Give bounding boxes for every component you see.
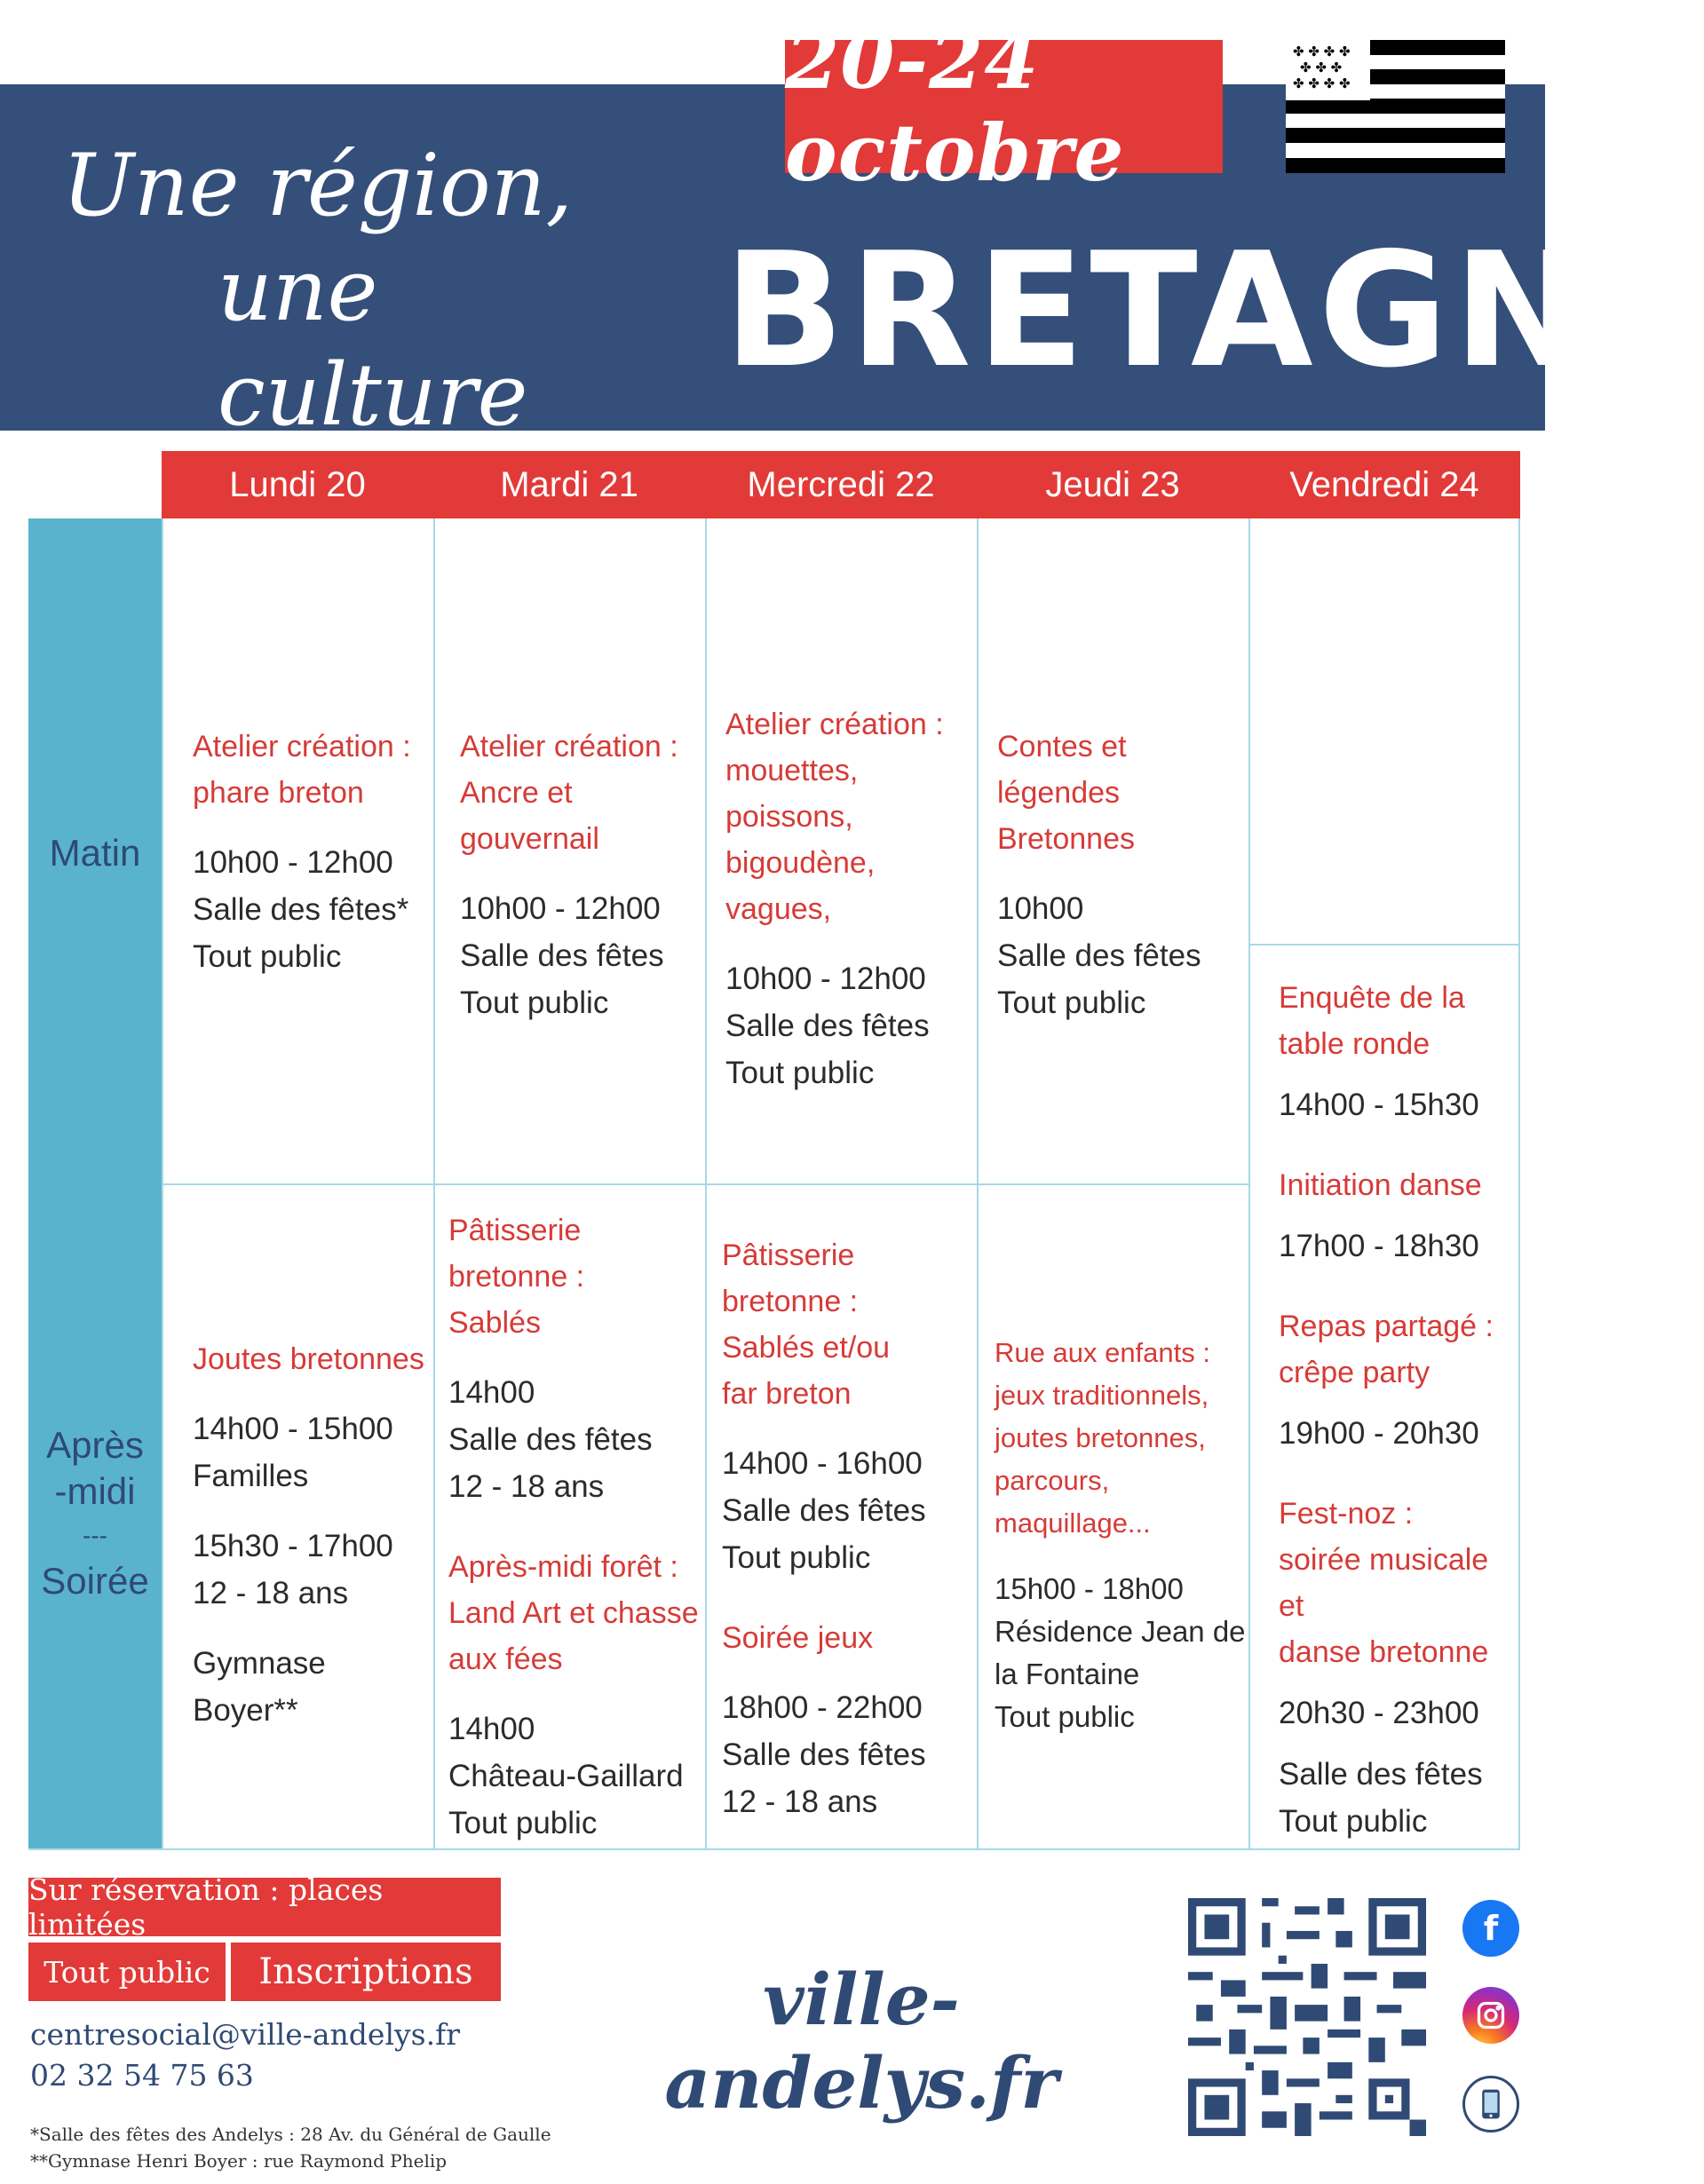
activity-title: Après-midi forêt : xyxy=(448,1550,678,1584)
activity-place: Salle des fêtes xyxy=(725,1009,930,1043)
period-separator: --- xyxy=(83,1522,107,1549)
activity-title: aux fées xyxy=(448,1642,563,1676)
activity-title: Pâtisserie bretonne : xyxy=(722,1238,859,1318)
period-column xyxy=(28,518,162,1850)
activity-title: parcours, maquillage... xyxy=(995,1465,1151,1539)
event-dates: 20-24 octobre xyxy=(785,40,1223,173)
activity-time: 14h00 - 15h00 xyxy=(193,1412,393,1446)
activity-time: 15h30 - 17h00 xyxy=(193,1529,393,1563)
activity-title: Ancre et gouvernail xyxy=(460,776,599,856)
activity-place: Salle des fêtes xyxy=(722,1737,926,1772)
activity-time: 14h00 xyxy=(448,1712,535,1746)
instagram-icon[interactable] xyxy=(1462,1987,1519,2044)
slogan-line-2: une culture xyxy=(218,241,528,445)
activity-place: Salle des fêtes xyxy=(448,1422,653,1457)
activity-audience: Tout public xyxy=(448,1806,598,1840)
period-afternoon xyxy=(28,1422,162,1515)
activity-time: 15h00 - 18h00 xyxy=(995,1572,1184,1605)
activity-title: phare breton xyxy=(193,776,364,810)
region-title: BRETAGNE xyxy=(724,218,1704,402)
activity-title: Atelier création : xyxy=(193,730,411,764)
thursday-morning-activity xyxy=(997,724,1248,1026)
activity-time: 20h30 - 23h00 xyxy=(1279,1696,1479,1730)
activity-place: Gymnase Boyer** xyxy=(193,1646,326,1728)
activity-audience: Tout public xyxy=(193,939,342,974)
activity-time: 18h00 - 22h00 xyxy=(722,1690,923,1725)
grid-line xyxy=(162,1183,1248,1185)
activity-title: Soirée jeux xyxy=(722,1621,874,1655)
period-evening: Soirée xyxy=(41,1560,149,1602)
activity-time: 10h00 - 12h00 xyxy=(460,891,661,926)
slogan-line-1: Une région, xyxy=(62,136,574,235)
day-header-wednesday: Mercredi 22 xyxy=(705,451,977,518)
activity-place: Salle des fêtes xyxy=(1279,1757,1483,1792)
activity-place: Salle des fêtes xyxy=(460,938,664,973)
contact-email[interactable]: centresocial@ville-andelys.fr xyxy=(30,2017,461,2052)
wednesday-afternoon-activities xyxy=(722,1232,977,1825)
activity-audience: 12 - 18 ans xyxy=(193,1576,349,1610)
activity-title: bigoudène, vagues, xyxy=(725,846,876,926)
activity-time: 17h00 - 18h30 xyxy=(1279,1229,1479,1263)
day-header-monday: Lundi 20 xyxy=(162,451,433,518)
activity-title: Sablés xyxy=(448,1306,541,1340)
activity-title: Atelier création : xyxy=(460,730,678,764)
activity-place: Château-Gaillard xyxy=(448,1759,684,1793)
activity-time: 10h00 - 12h00 xyxy=(193,845,393,880)
activity-title: Repas partagé : xyxy=(1279,1310,1494,1343)
reservation-banner: Sur réservation : places limitées xyxy=(28,1878,501,1936)
activity-audience: Tout public xyxy=(460,985,609,1020)
activity-title: Bretonnes xyxy=(997,822,1135,856)
activity-title: joutes bretonnes, xyxy=(995,1422,1206,1453)
activity-place: Résidence Jean de xyxy=(995,1615,1246,1648)
activity-time: 14h00 xyxy=(448,1375,535,1410)
activity-place: Salle des fêtes* xyxy=(193,892,409,927)
website-link[interactable]: ville-andelys.fr xyxy=(664,1958,1058,2125)
monday-afternoon-activity xyxy=(193,1336,432,1734)
activity-audience: 12 - 18 ans xyxy=(722,1784,878,1819)
activity-audience: Tout public xyxy=(997,985,1146,1020)
activity-title: Contes et légendes xyxy=(997,730,1127,810)
audience-badge: Tout public xyxy=(28,1943,226,2001)
activity-title: Joutes bretonnes xyxy=(193,1342,424,1376)
activity-audience: Tout public xyxy=(725,1056,875,1090)
grid-line xyxy=(1248,518,1250,1850)
activity-title: Atelier création : xyxy=(725,708,944,741)
activity-audience: 12 - 18 ans xyxy=(448,1469,605,1504)
phone-icon[interactable] xyxy=(1462,2076,1519,2133)
contact-phone[interactable]: 02 32 54 75 63 xyxy=(30,2058,254,2093)
period-afternoon-label: Après -midi xyxy=(46,1424,144,1512)
activity-title: Pâtisserie bretonne : xyxy=(448,1214,585,1294)
friday-activities xyxy=(1279,975,1518,1845)
tuesday-morning-activity xyxy=(460,724,704,1026)
activity-title: crêpe party xyxy=(1279,1356,1431,1389)
activity-audience: Familles xyxy=(193,1459,309,1493)
activity-title: Sablés et/ou xyxy=(722,1331,891,1365)
activity-title: table ronde xyxy=(1279,1027,1431,1061)
activity-title: Fest-noz : xyxy=(1279,1497,1414,1531)
breton-flag-icon: ✤ ✤ ✤ ✤ ✤ ✤ ✤ ✤ ✤ ✤ ✤ xyxy=(1286,40,1505,173)
activity-title: Rue aux enfants : xyxy=(995,1337,1210,1368)
grid-line xyxy=(1518,518,1520,1850)
activity-title: Land Art et chasse xyxy=(448,1596,699,1630)
footnote-2: **Gymnase Henri Boyer : rue Raymond Phelip xyxy=(30,2150,448,2172)
facebook-icon[interactable]: f xyxy=(1462,1900,1519,1957)
activity-title: danse bretonne xyxy=(1279,1635,1489,1669)
day-header-tuesday: Mardi 21 xyxy=(433,451,705,518)
activity-audience: Tout public xyxy=(1279,1804,1428,1839)
activity-title: soirée musicale et xyxy=(1279,1543,1489,1623)
grid-line xyxy=(28,1848,1520,1850)
activity-time: 14h00 - 15h30 xyxy=(1279,1088,1479,1122)
activity-title: jeux traditionnels, xyxy=(995,1380,1209,1411)
qr-code-icon[interactable] xyxy=(1188,1898,1426,2136)
footnote-1: *Salle des fêtes des Andelys : 28 Av. du Général de Gaulle xyxy=(30,2124,551,2145)
monday-morning-activity xyxy=(193,724,432,980)
activity-title: far breton xyxy=(722,1377,852,1411)
activity-title: Initiation danse xyxy=(1279,1168,1482,1202)
wednesday-morning-activity xyxy=(725,701,976,1096)
slogan xyxy=(62,133,684,447)
activity-time: 19h00 - 20h30 xyxy=(1279,1416,1479,1451)
thursday-afternoon-activity xyxy=(995,1332,1248,1738)
activity-audience: Tout public xyxy=(722,1540,871,1575)
activity-audience: Tout public xyxy=(995,1700,1135,1733)
activity-time: 14h00 - 16h00 xyxy=(722,1446,923,1481)
activity-title: mouettes, poissons, xyxy=(725,754,859,834)
day-header-thursday: Jeudi 23 xyxy=(977,451,1248,518)
activity-title: Enquête de la xyxy=(1279,981,1465,1015)
tuesday-afternoon-activities xyxy=(448,1207,701,1847)
activity-place: Salle des fêtes xyxy=(722,1493,926,1528)
grid-line xyxy=(1248,944,1520,946)
period-morning: Matin xyxy=(49,832,141,874)
activity-place: Salle des fêtes xyxy=(997,938,1201,973)
activity-time: 10h00 - 12h00 xyxy=(725,961,926,996)
day-header-friday: Vendredi 24 xyxy=(1248,451,1520,518)
activity-place: la Fontaine xyxy=(995,1658,1140,1690)
signup-button[interactable]: Inscriptions xyxy=(231,1943,501,2001)
activity-time: 10h00 xyxy=(997,891,1084,926)
